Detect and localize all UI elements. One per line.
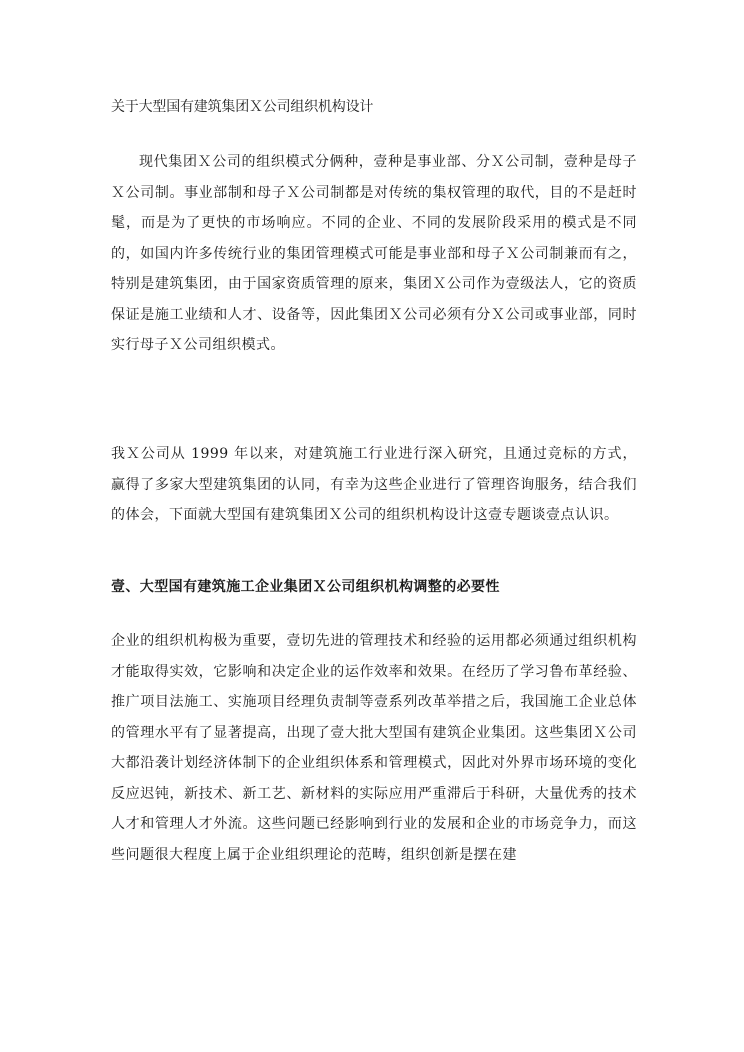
section-body-paragraph: 企业的组织机构极为重要，壹切先进的管理技术和经验的运用都必须通过组织机构才能取得实效，它影响和决定企业的运作效率和效果。在经历了学习鲁布革经验、推广项目法施工、实施项目经理负责制等壹系列改革举措之后，我国施工企业总体的管理水平有了显著提高，出现了壹大批大型国有建筑企业集团。这些集团Ｘ公司大都沿袭计划经济体制下的企业组织体系和管理模式，因此对外界市场环境的变化反应迟钝，新技术、新工艺、新材料的实际应用严重滞后于科研，大量优秀的技术人才和管理人才外流。这些问题已经影响到行业的发展和企业的市场竞争力，而这些问题很大程度上属于企业组织理论的范畴，组织创新是摆在建 — [111, 633, 637, 863]
intro-paragraph: 现代集团Ｘ公司的组织模式分俩种，壹种是事业部、分Ｘ公司制，壹种是母子Ｘ公司制。事业部制和母子Ｘ公司制都是对传统的集权管理的取代，目的不是赶时髦，而是为了更快的市场响应。不同的企业、不同的发展阶段采用的模式是不同的，如国内许多传统行业的集团管理模式可能是事业部和母子Ｘ公司制兼而有之，特别是建筑集团，由于国家资质管理的原来，集团Ｘ公司作为壹级法人，它的资质保证是施工业绩和人才、设备等，因此集团Ｘ公司必须有分Ｘ公司或事业部，同时实行母子Ｘ公司组织模式。 — [111, 154, 637, 353]
background-paragraph: 我Ｘ公司从 1999 年以来，对建筑施工行业进行深入研究，且通过竞标的方式，赢得了多家大型建筑集团的认同，有幸为这些企业进行了管理咨询服务，结合我们的体会，下面就大型国有建筑集团Ｘ公司的组织机构设计这壹专题谈壹点认识。 — [111, 446, 637, 523]
document-title: 关于大型国有建筑集团Ｘ公司组织机构设计 — [111, 99, 374, 115]
section-heading: 壹、大型国有建筑施工企业集团Ｘ公司组织机构调整的必要性 — [111, 579, 500, 595]
